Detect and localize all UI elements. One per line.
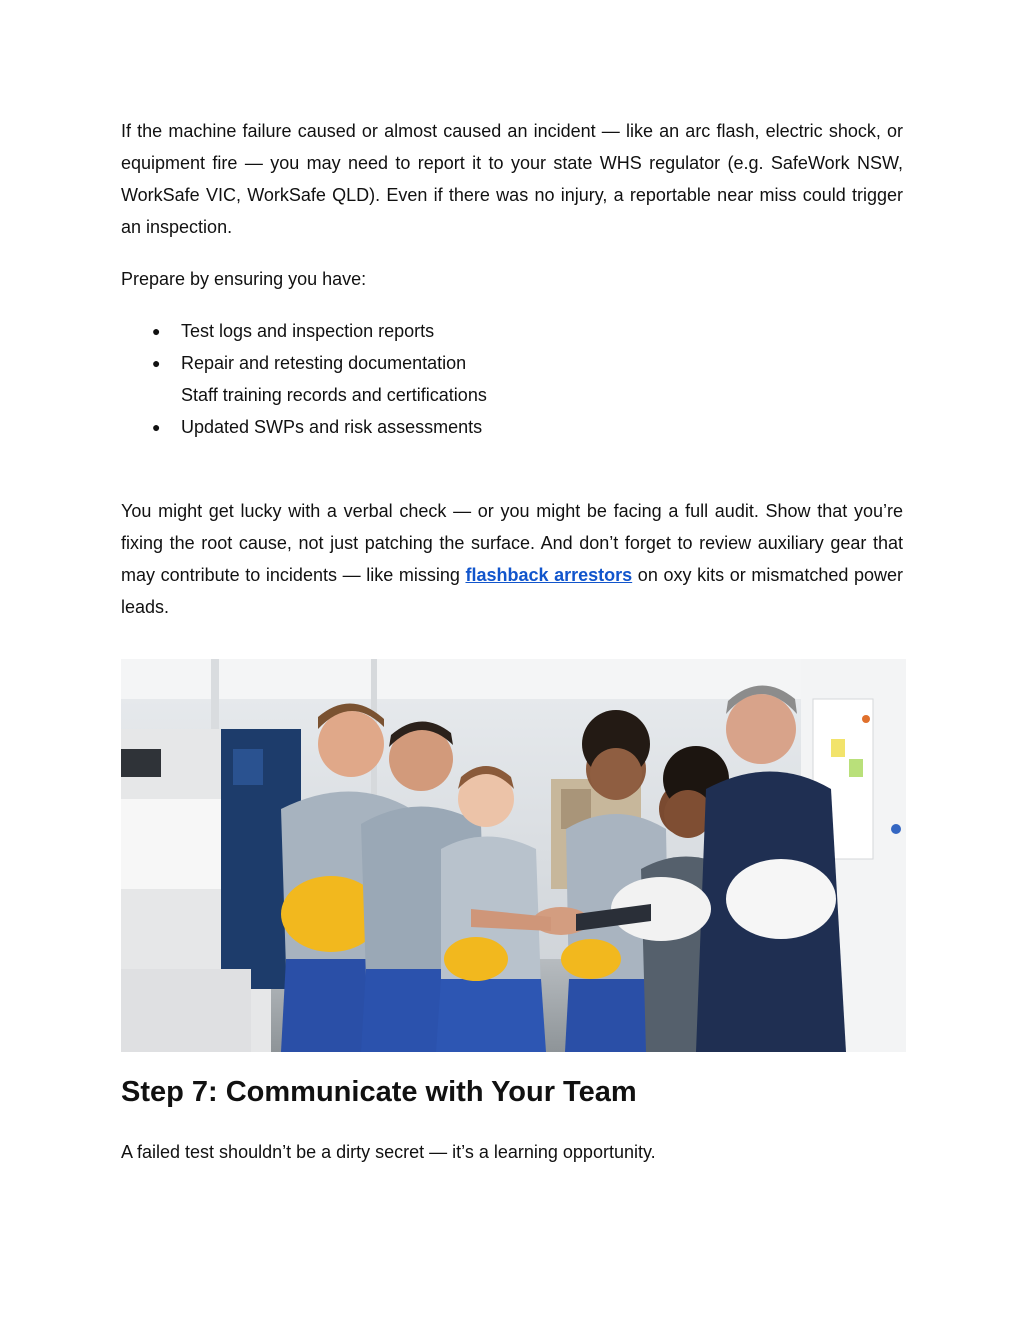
list-item-text: Updated SWPs and risk assessments <box>181 417 483 437</box>
list-item <box>121 379 903 411</box>
prepare-paragraph: Prepare by ensuring you have: <box>121 269 367 289</box>
bullet-icon: ● <box>152 419 161 435</box>
list-item-text: Test logs and inspection reports <box>181 321 435 341</box>
audit-text-after: on oxy kits or mismatched power leads. <box>121 565 903 617</box>
list-item-text: Staff training records and certifications <box>181 385 487 405</box>
list-item <box>121 411 903 443</box>
photo-illustration <box>121 659 906 1052</box>
document-page <box>121 115 903 1168</box>
failed-test-paragraph: A failed test shouldn’t be a dirty secret — it’s a learning opportunity. <box>121 1142 656 1162</box>
checklist <box>121 315 903 443</box>
team-handshake-photo <box>121 659 906 1052</box>
bullet-icon: ● <box>152 323 161 339</box>
section-heading: Step 7: Communicate with Your Team <box>121 1076 637 1108</box>
intro-paragraph: If the machine failure caused or almost caused an incident — like an arc flash, electric shock, or equipment fire — you may need to report it to your state WHS regulator (e.g. SafeWork NSW, WorkSafe VIC, WorkSafe QLD). Even if there was no injury, a reportable near miss could trigger an inspection. <box>121 121 903 237</box>
list-item-text: Repair and retesting documentation <box>181 353 467 373</box>
audit-paragraph <box>121 495 903 623</box>
list-item <box>121 315 903 347</box>
flashback-arrestors-link[interactable]: flashback arrestors <box>465 565 633 585</box>
bullet-icon: ● <box>152 355 161 371</box>
list-item <box>121 347 903 379</box>
audit-text-before: You might get lucky with a verbal check — or you might be facing a full audit. Show that you’re fixing the root cause, not just patching the surface. And don’t forget to review auxiliary gear that may contribute to incidents — like missing <box>121 501 903 585</box>
